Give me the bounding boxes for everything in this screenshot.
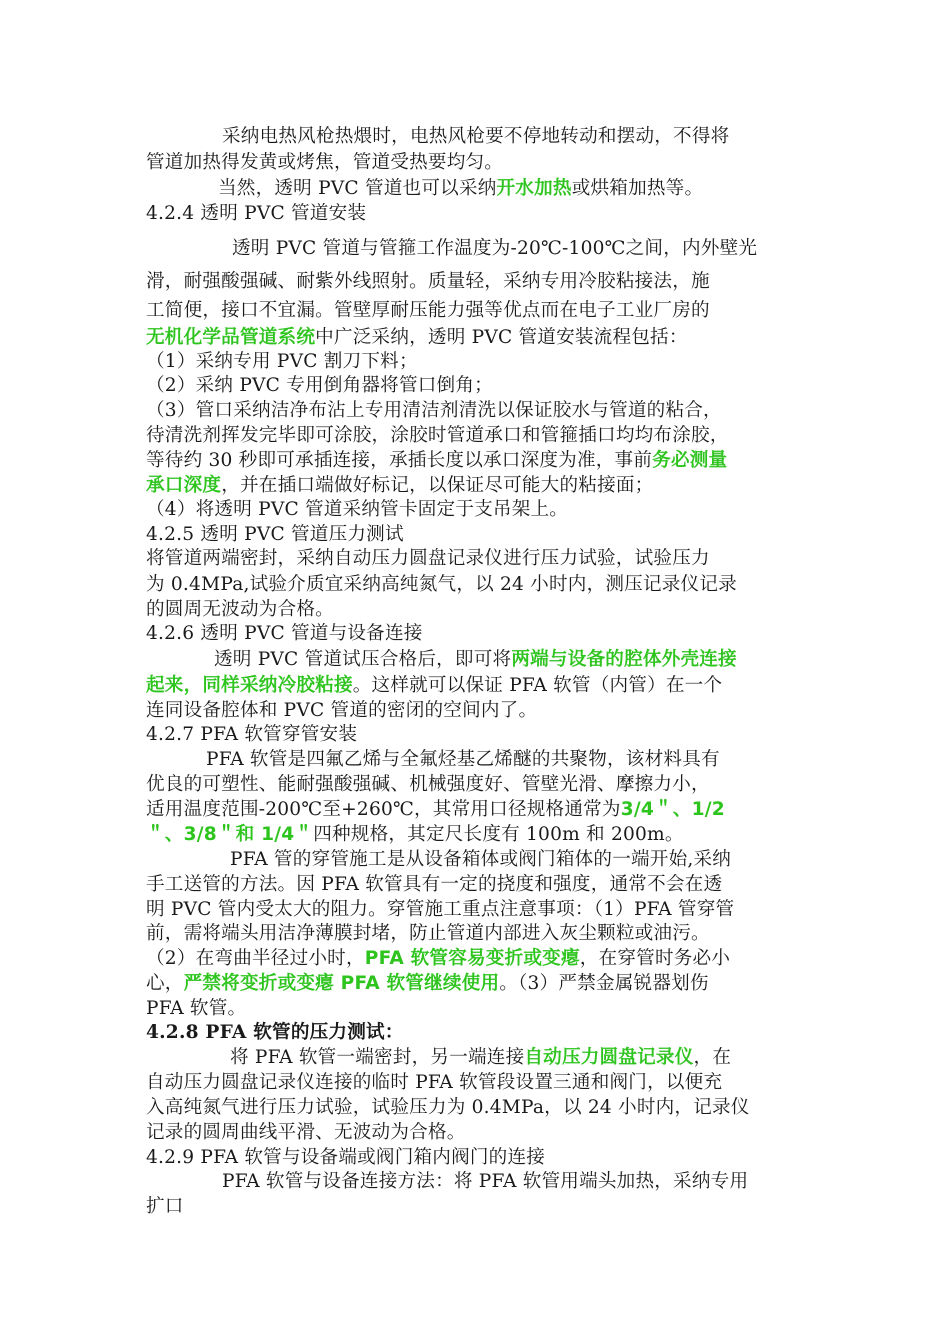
section-heading — [146, 723, 846, 747]
highlight-text: 承口深度 — [146, 475, 222, 496]
text: 四种规格，其定尺长度有 100m 和 200m。 — [313, 824, 684, 845]
paragraph-line — [146, 474, 846, 498]
text: 4.2.8 PFA 软管的压力测试： — [146, 1022, 404, 1043]
text: 明 PVC 管内受太大的阻力。穿管施工重点注意事项：（1）PFA 管穿管 — [146, 899, 735, 920]
paragraph-line — [146, 972, 846, 996]
text: PFA 软管是四氟乙烯与全氟烃基乙烯醚的共聚物，该材料具有 — [206, 749, 720, 770]
paragraph-line — [146, 151, 846, 175]
paragraph-line — [146, 823, 846, 847]
paragraph-line — [230, 848, 930, 872]
paragraph-line — [146, 299, 846, 323]
paragraph-line — [232, 237, 932, 261]
text: （3）管口采纳洁净布沾上专用清洁剂清洗以保证胶水与管道的粘合， — [146, 400, 722, 421]
section-heading — [146, 1021, 846, 1045]
paragraph-line — [146, 598, 846, 622]
paragraph-line — [146, 1071, 846, 1095]
paragraph-line — [146, 270, 846, 294]
text: 4.2.6 透明 PVC 管道与设备连接 — [146, 623, 423, 644]
paragraph-line — [146, 773, 846, 797]
text: 透明 PVC 管道与管箍工作温度为-20℃-100℃之间，内外壁光 — [232, 238, 758, 259]
paragraph-line — [146, 947, 846, 971]
highlight-text: ＂、3/8＂和 1/4＂ — [146, 824, 314, 845]
text: （4）将透明 PVC 管道采纳管卡固定于支吊架上。 — [146, 499, 569, 520]
text: 心， — [146, 973, 184, 994]
text: 为 0.4MPa,试验介质宜采纳高纯氮气，以 24 小时内，测压记录仪记录 — [146, 574, 737, 595]
highlight-text: 3/4＂、1/2 — [620, 799, 725, 820]
text: 4.2.7 PFA 软管穿管安装 — [146, 724, 358, 745]
text: （2）在弯曲半径过小时， — [146, 948, 365, 969]
text: 记录的圆周曲线平滑、无波动为合格。 — [146, 1122, 466, 1143]
paragraph-line — [146, 798, 846, 822]
text: 将管道两端密封，采纳自动压力圆盘记录仪进行压力试验，试验压力 — [146, 548, 710, 569]
section-heading — [146, 622, 846, 646]
highlight-text: 自动压力圆盘记录仪 — [524, 1047, 694, 1068]
section-heading — [146, 523, 846, 547]
list-item — [146, 498, 846, 522]
paragraph-line — [146, 547, 846, 571]
text: （2）采纳 PVC 专用倒角器将管口倒角； — [146, 375, 493, 396]
text: ，在穿管时务必小 — [579, 948, 731, 969]
text: 4.2.9 PFA 软管与设备端或阀门箱内阀门的连接 — [146, 1147, 546, 1168]
text: 4.2.4 透明 PVC 管道安装 — [146, 203, 367, 224]
text: 适用温度范围-200℃至+260℃，其常用口径规格通常为 — [146, 799, 621, 820]
text: 待清洗剂挥发完毕即可涂胶，涂胶时管道承口和管箍插口均均布涂胶， — [146, 425, 729, 446]
text: 管道加热得发黄或烤焦，管道受热要均匀。 — [146, 152, 504, 173]
text: 。（3）严禁金属锐器划伤 — [499, 973, 709, 994]
text: 等待约 30 秒即可承插连接，承插长度以承口深度为准，事前 — [146, 450, 653, 471]
text: PFA 软管与设备连接方法：将 PFA 软管用端头加热，采纳专用 — [222, 1171, 749, 1192]
text: 的圆周无波动为合格。 — [146, 599, 334, 620]
text: 工简便，接口不宜漏。管壁厚耐压能力强等优点而在电子工业厂房的 — [146, 300, 710, 321]
paragraph-line — [146, 699, 846, 723]
section-heading — [146, 1146, 846, 1170]
text: 入高纯氮气进行压力试验，试验压力为 0.4MPa，以 24 小时内，记录仪 — [146, 1097, 750, 1118]
text: 前，需将端头用洁净薄膜封堵，防止管道内部进入灰尘颗粒或油污。 — [146, 923, 710, 944]
text: 透明 PVC 管道试压合格后，即可将 — [214, 649, 512, 670]
list-item — [146, 350, 846, 374]
text: 4.2.5 透明 PVC 管道压力测试 — [146, 524, 404, 545]
paragraph-line — [146, 1096, 846, 1120]
highlight-text: 开水加热 — [496, 178, 572, 199]
text: 连同设备腔体和 PVC 管道的密闭的空间内了。 — [146, 700, 538, 721]
highlight-text: 无机化学品管道系统 — [146, 327, 316, 348]
text: ，并在插口端做好标记，以保证尽可能大的粘接面； — [221, 475, 654, 496]
highlight-text: 起来，同样采纳冷胶粘接 — [146, 675, 353, 696]
paragraph-line — [146, 573, 846, 597]
list-item — [146, 399, 846, 423]
text: PFA 管的穿管施工是从设备箱体或阀门箱体的一端开始,采纳 — [230, 849, 732, 870]
highlight-text: 严禁将变折或变瘪 PFA 软管继续使用 — [183, 973, 500, 994]
paragraph-line — [146, 1121, 846, 1145]
list-item — [146, 374, 846, 398]
text: 或烘箱加热等。 — [571, 178, 704, 199]
highlight-text: PFA 软管容易变折或变瘪 — [364, 948, 580, 969]
paragraph-line — [146, 997, 846, 1021]
paragraph-line — [146, 898, 846, 922]
paragraph-line — [146, 674, 846, 698]
text: 采纳电热风枪热煨时，电热风枪要不停地转动和摆动，不得将 — [222, 126, 730, 147]
paragraph-line — [222, 1170, 922, 1194]
text: 自动压力圆盘记录仪连接的临时 PFA 软管段设置三通和阀门，以便充 — [146, 1072, 723, 1093]
paragraph-line — [146, 922, 846, 946]
paragraph-line — [222, 125, 922, 149]
text: 中广泛采纳，透明 PVC 管道安装流程包括： — [315, 327, 688, 348]
text: （1）采纳专用 PVC 割刀下料； — [146, 351, 418, 372]
text: ，在 — [693, 1047, 732, 1068]
highlight-text: 务必测量 — [652, 450, 728, 471]
highlight-text: 两端与设备的腔体外壳连接 — [511, 649, 737, 670]
paragraph-line — [206, 748, 906, 772]
paragraph-line — [218, 177, 918, 201]
text: 扩口 — [146, 1196, 184, 1217]
text: 优良的可塑性、能耐强酸强碱、机械强度好、管壁光滑、摩擦力小， — [146, 774, 710, 795]
paragraph-line — [146, 1195, 846, 1219]
text: 。这样就可以保证 PFA 软管（内管）在一个 — [352, 675, 723, 696]
text: PFA 软管。 — [146, 998, 247, 1019]
paragraph-line — [146, 326, 846, 350]
paragraph-line — [146, 873, 846, 897]
text: 手工送管的方法。因 PFA 软管具有一定的挠度和强度，通常不会在透 — [146, 874, 723, 895]
text: 滑，耐强酸强碱、耐紫外线照射。质量轻，采纳专用冷胶粘接法，施 — [146, 271, 710, 292]
paragraph-line — [214, 648, 914, 672]
paragraph-line — [146, 449, 846, 473]
paragraph-line — [146, 424, 846, 448]
text: 将 PFA 软管一端密封，另一端连接 — [230, 1047, 525, 1068]
paragraph-line — [230, 1046, 930, 1070]
section-heading — [146, 202, 846, 226]
text: 当然，透明 PVC 管道也可以采纳 — [218, 178, 497, 199]
